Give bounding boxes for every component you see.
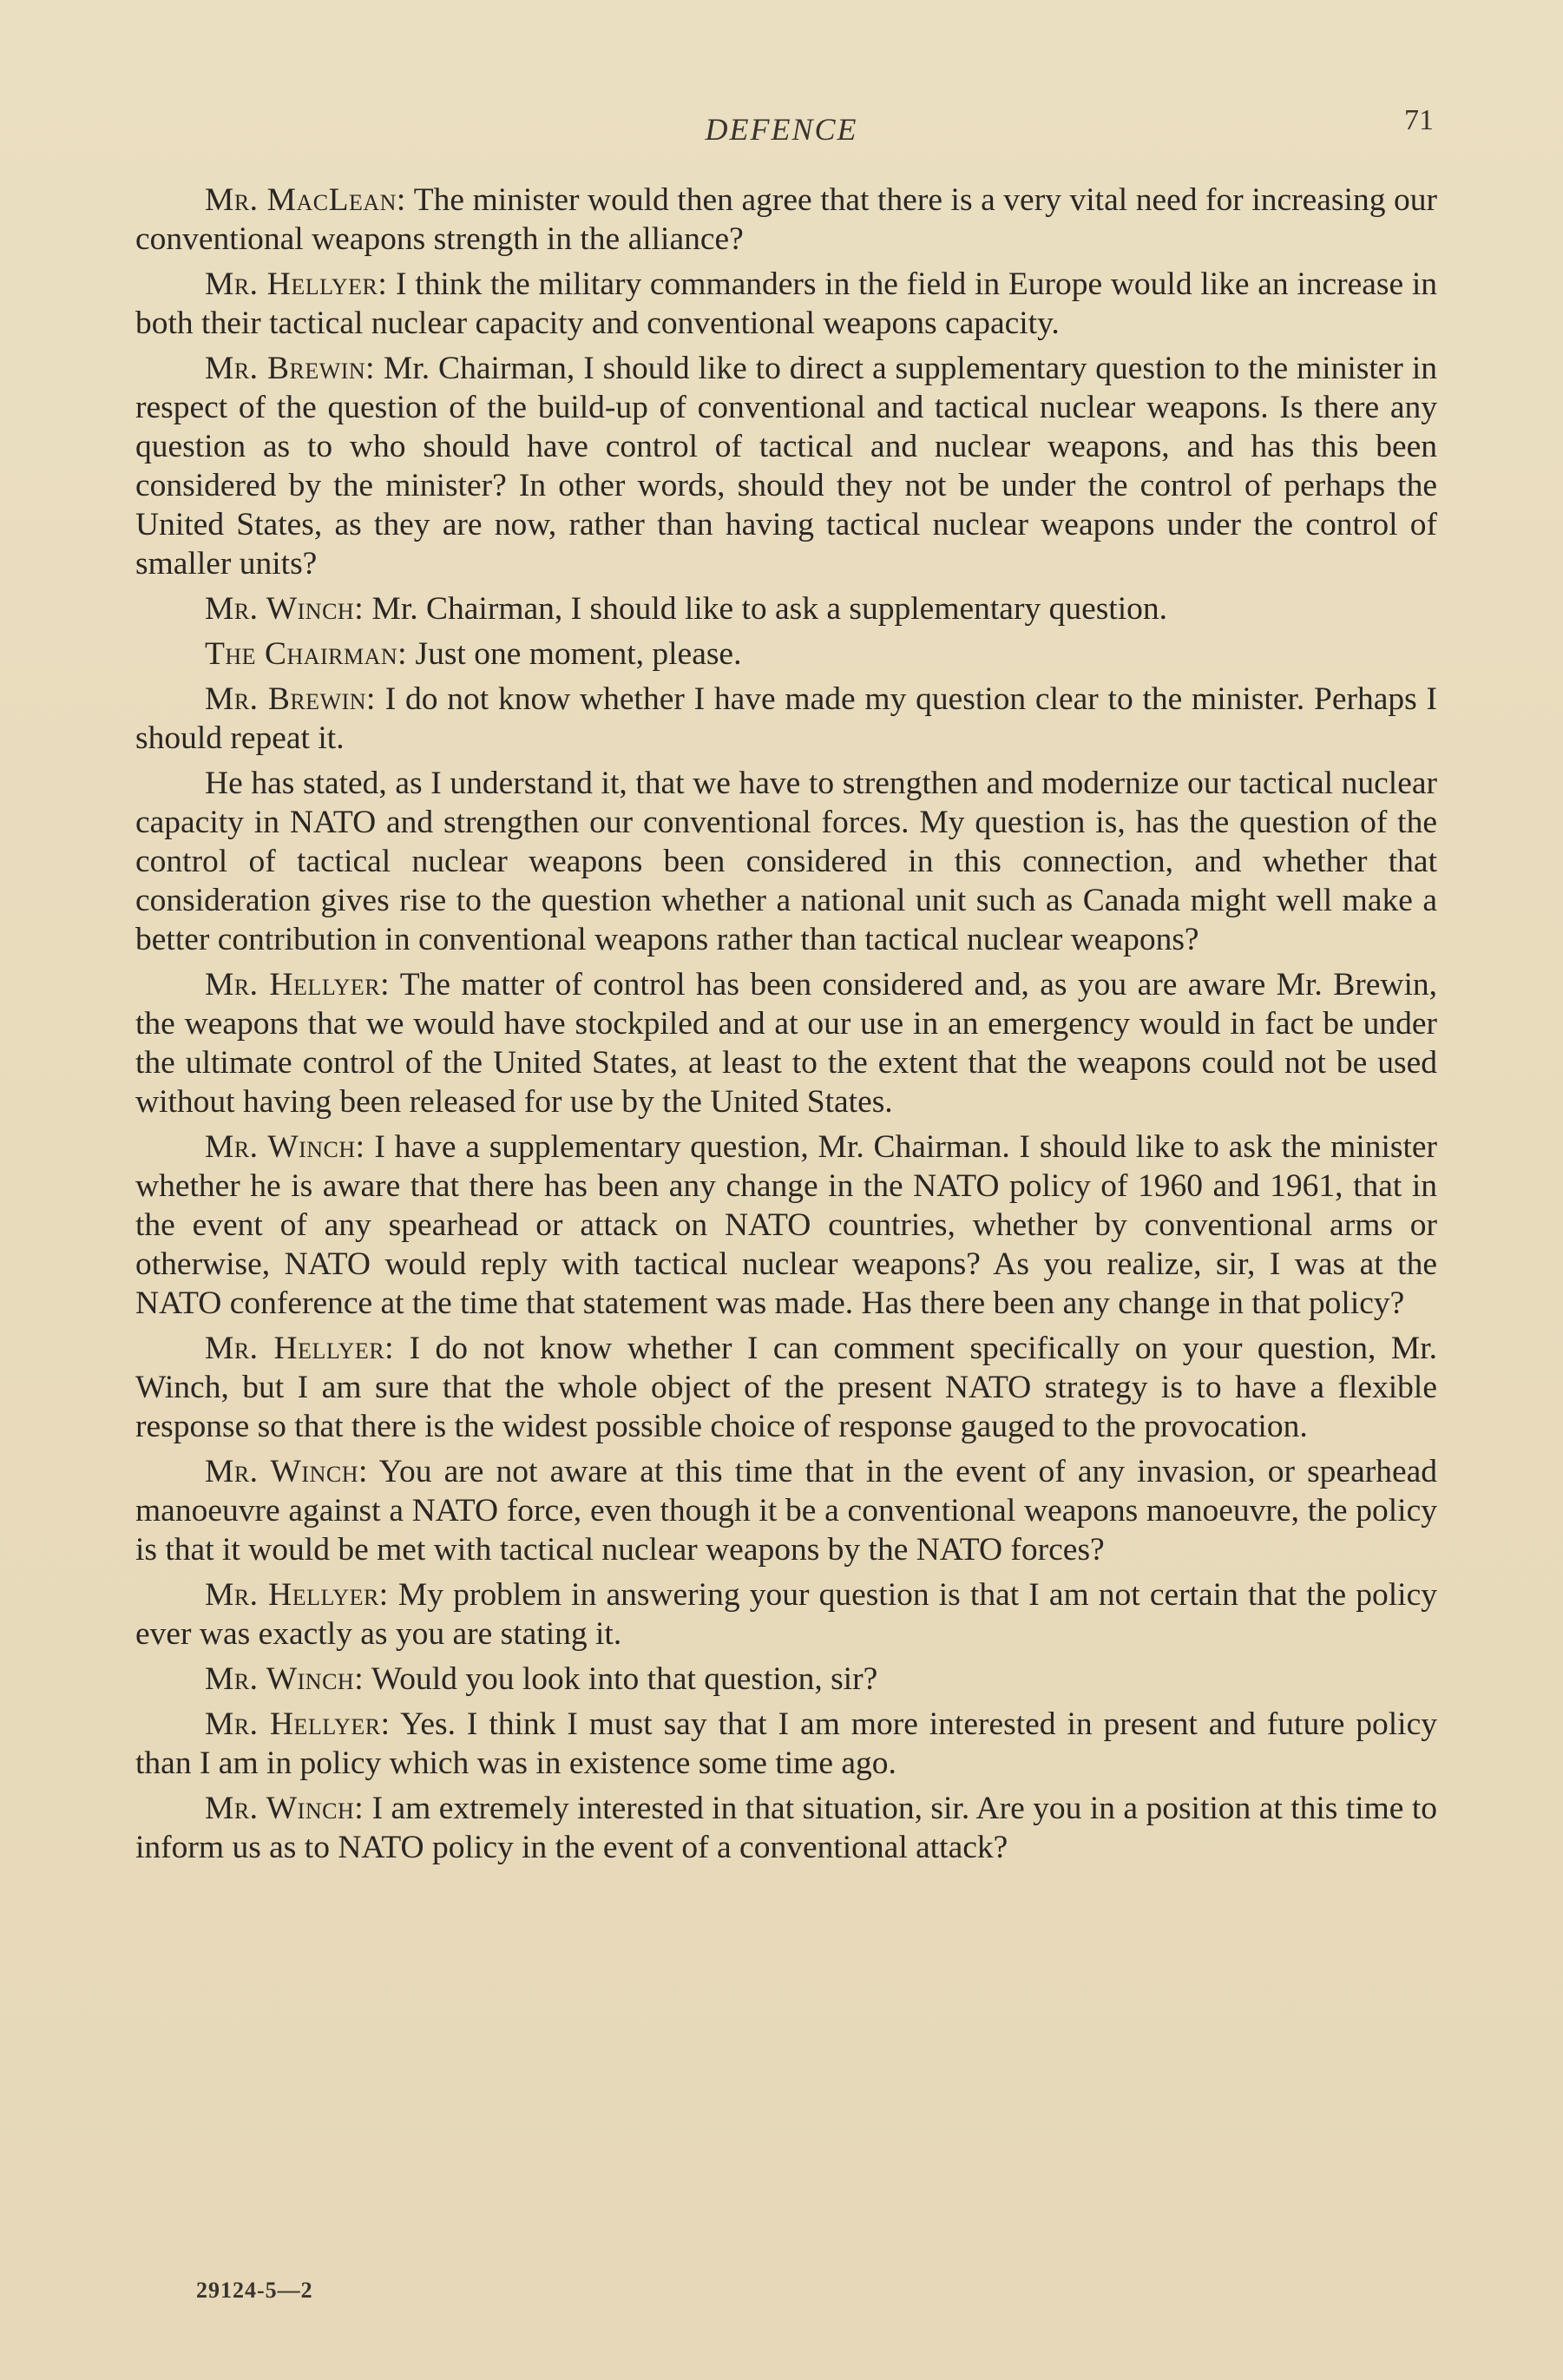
paragraph-text: Mr. Chairman, I should like to direct a supplementary question to the minister in respect of the question of the build-up of conventional and tactical nuclear weapons. Is there any question as to who should have control of tactical and nuclear weapons, and has this been considered by the minister? In other words, should they not be under the control of perhaps the United States, as they are now, rather than having tactical nuclear weapons under the control of smaller units?	[135, 351, 1437, 582]
paragraph	[135, 680, 1437, 758]
paragraph-text: He has stated, as I understand it, that we have to strengthen and modernize our tactical nuclear capacity in NATO and strengthen our conventional forces. My question is, has the question of the control of tactical nuclear weapons been considered in this connection, and whether that consideration gives rise to the question whether a national unit such as Canada might well make a better contribution in conventional weapons rather than tactical nuclear weapons?	[135, 766, 1437, 957]
paragraph	[135, 1660, 1437, 1699]
speaker-label: Mr. Brewin:	[205, 681, 376, 717]
paragraph-text: I do not know whether I can comment specifically on your question, Mr. Winch, but I am sure that the whole object of the present NATO strategy is to have a flexible response so that there is the widest possible choice of response gauged to the provocation.	[135, 1331, 1437, 1444]
speaker-label: Mr. Hellyer:	[205, 1331, 395, 1366]
signature-code: 29124-5—2	[196, 2278, 313, 2303]
paragraph-text: I do not know whether I have made my question clear to the minister. Perhaps I should repeat it.	[135, 681, 1438, 756]
paragraph-text: Just one moment, please.	[415, 636, 742, 672]
speaker-label: Mr. Winch:	[205, 1454, 368, 1489]
speaker-label: Mr. Hellyer:	[205, 1577, 389, 1613]
paragraph-text: Mr. Chairman, I should like to ask a supplementary question.	[371, 591, 1168, 627]
paragraph	[135, 1128, 1437, 1323]
speaker-label: The Chairman:	[205, 636, 408, 672]
speaker-label: Mr. Brewin:	[205, 351, 376, 386]
paragraph-text: My problem in answering your question is that I am not certain that the policy ever was exactly as you are stating it.	[135, 1577, 1437, 1652]
paragraph	[135, 634, 1437, 674]
speaker-label: Mr. Winch:	[205, 591, 364, 627]
paragraph	[135, 1329, 1437, 1446]
paragraph	[135, 181, 1437, 259]
paragraph-text: I am extremely interested in that situation, sir. Are you in a position at this time to inform us as to NATO policy in the event of a conventional attack?	[135, 1791, 1438, 1865]
speaker-label: Mr. Hellyer:	[205, 967, 391, 1003]
paragraph	[135, 764, 1437, 959]
speaker-label: Mr. Winch:	[205, 1791, 364, 1826]
page-number: 71	[1404, 104, 1434, 136]
paragraph	[135, 589, 1437, 628]
paragraph	[135, 1705, 1437, 1783]
paragraph	[135, 965, 1437, 1121]
paragraph	[135, 349, 1437, 583]
speaker-label: Mr. Hellyer:	[205, 266, 388, 302]
paragraph-text: Would you look into that question, sir?	[371, 1661, 878, 1697]
speaker-label: Mr. MacLean:	[205, 182, 406, 218]
speaker-label: Mr. Winch:	[205, 1661, 364, 1697]
transcript-body	[135, 181, 1437, 1873]
paragraph	[135, 1789, 1437, 1867]
paragraph-text: I think the military commanders in the field in Europe would like an increase in both their tactical nuclear capacity and conventional weapons capacity.	[135, 266, 1438, 341]
paragraph	[135, 1452, 1437, 1569]
paragraph-text: Yes. I think I must say that I am more interested in present and future policy than I am in policy which was in existence some time ago.	[135, 1706, 1437, 1781]
speaker-label: Mr. Hellyer:	[205, 1706, 391, 1742]
paragraph-text: The matter of control has been considered and, as you are aware Mr. Brewin, the weapons that we would have stockpiled and at our use in an emergency would in fact be under the ultimate control of the United States, at least to the extent that the weapons could not be used without having been released for use by the United States.	[135, 967, 1437, 1120]
paragraph	[135, 265, 1437, 343]
paragraph-text: You are not aware at this time that in the event of any invasion, or spearhead manoeuvre against a NATO force, even though it be a conventional weapons manoeuvre, the policy is that it would be met with tactical nuclear weapons by the NATO forces?	[135, 1454, 1437, 1568]
paragraph-text: The minister would then agree that there is a very vital need for increasing our conventional weapons strength in the alliance?	[135, 182, 1437, 257]
paragraph-text: I have a supplementary question, Mr. Chairman. I should like to ask the minister whether he is aware that there has been any change in the NATO policy of 1960 and 1961, that in the event of any spearhead or attack on NATO countries, whether by conventional arms or otherwise, NATO would reply with tactical nuclear weapons? As you realize, sir, I was at the NATO conference at the time that statement was made. Has there been any change in that policy?	[135, 1129, 1438, 1321]
speaker-label: Mr. Winch:	[205, 1129, 365, 1165]
running-title: DEFENCE	[705, 112, 858, 147]
paragraph	[135, 1575, 1437, 1654]
